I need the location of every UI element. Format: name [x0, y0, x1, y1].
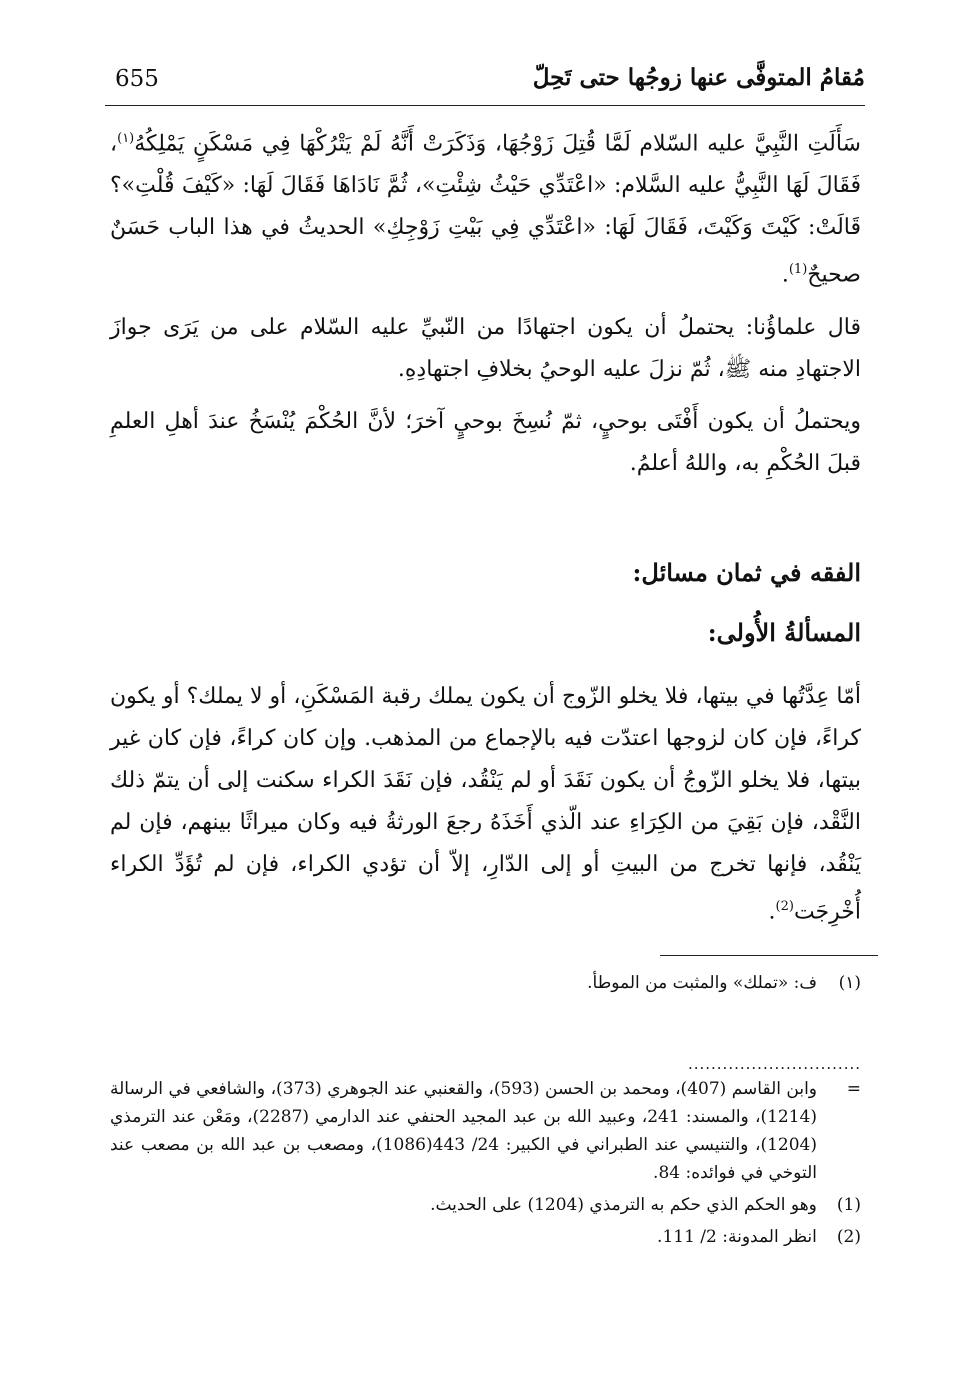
footnote-text: ف: «تملك» والمثبت من الموطأ.	[587, 973, 817, 993]
footnotes-editor	[110, 968, 861, 998]
footnote-ref: (1)	[788, 262, 808, 278]
paragraph-text: أمّا عِدَّتُها في بيتها، فلا يخلو الزّوج أن يكون يملك رقبة المَسْكَنِ، أو لا يملك؟ أو يكون كراءً، فإن كان لزوجها اعتدّت فيه بالإجماع من المذهب. وإن كان كراءً، فإن كان غير بيتها، فلا يخلو الزّوجُ أن يكون نَقَدَ أو لم يَنْقُد، فإن نَقَدَ الكراء سكنت إلى أن يتمّ ذلك النَّقْد، فإن بَقِيَ من الكِرَاءِ عند الّذي أَخَذَهُ رجعَ الورثةُ فيه وكان ميراثًا بينهم، فإن لم يَنْقُد، فإنها تخرج من البيتِ أو إلى الدّارِ، إلاّ أن تؤدي الكراء، فإن لم تُؤَدِّ الكراء أُخْرِجَت	[110, 684, 861, 925]
footnotes-source	[110, 1075, 861, 1251]
paragraph-end: .	[781, 262, 789, 288]
main-text	[110, 118, 861, 485]
footnote-text: وهو الحكم الذي حكم به الترمذي (1204) على الحديث.	[430, 1195, 817, 1215]
issue-text	[110, 676, 861, 933]
section-heading: الفقه في ثمان مسائل:	[632, 558, 861, 587]
footnote-number: (١)	[838, 973, 861, 993]
paragraph-issue	[110, 676, 861, 933]
footnote-item	[110, 1191, 861, 1219]
footnote-text: وابن القاسم (407)، ومحمد بن الحسن (593)، والقعنبي عند الجوهري (373)، والشافعي في الرسالة (1214)، والمسند: 241، وعبيد الله بن عبد المجيد الحنفي عند الدارمي (2287)، ومَعْن عند الترمذي (1204)، والتنيسي عند الطبراني في الكبير: 24/ 443(1086)، ومصعب بن عبد الله بن مصعب عند التوخي في فوائده: 84.	[110, 1079, 818, 1183]
paragraph-abrogation: ويحتملُ أن يكون أَفْتَى بوحيٍ، ثمّ نُسِخَ بوحيٍ آخرَ؛ لأنَّ الحُكْمَ يُنْسَخُ عندَ أهلِ العلمِ قبلَ الحُكْمِ به، واللهُ أعلمُ.	[110, 408, 861, 476]
footnote-item	[110, 968, 861, 998]
running-title: مُقامُ المتوفَّى عنها زوجُها حتى تَحِلّ	[532, 64, 865, 91]
footnote-continuation	[110, 1075, 861, 1187]
paragraph-text: سَأَلَتِ النَّبِيَّ عليه السّلام لَمَّا قُتِلَ زَوْجُهَا، وَذَكَرَتْ أَنَّهُ لَمْ يَتْرُكْهَا فِي مَسْكَنٍ يَمْلِكُهُ	[134, 131, 861, 157]
footnote-number: (1)	[836, 1195, 861, 1215]
footnote-number: (2)	[836, 1227, 861, 1247]
footnote-text: انظر المدونة: 2/ 111.	[657, 1227, 817, 1247]
paragraph-text: ، فَقَالَ لَهَا النَّبِيُّ عليه السَّلام: «اعْتَدِّي حَيْثُ شِئْتِ»، ثُمَّ نَادَاهَا فَقَالَ لَهَا: «كَيْفَ قُلْتِ»؟ قَالَتْ: كَيْتَ وَكَيْتَ، فَقَالَ لَهَا: «اعْتَدِّي فِي بَيْتِ زَوْجِكِ» الحديثُ في هذا الباب حَسَنٌ صحيحٌ	[110, 131, 861, 288]
page-number: 655	[115, 66, 159, 92]
continuation-mark: =	[846, 1079, 861, 1099]
paragraph-end: .	[768, 899, 776, 925]
dotted-separator: ..............................	[687, 1055, 861, 1073]
header-rule	[105, 105, 865, 106]
paragraph-hadith	[110, 118, 861, 297]
footnote-ref: (2)	[775, 899, 794, 914]
paragraph-scholars: قال علماؤُنا: يحتملُ أن يكون اجتهادًا من النّبيِّ عليه السّلام على من يَرَى جوازَ الاجتهادِ منه ﷺ، ثُمّ نزلَ عليه الوحيُ بخلافِ اجتهادِهِ.	[110, 314, 861, 382]
sub-heading: المسألةُ الأُولى:	[707, 618, 861, 647]
footnote-item	[110, 1223, 861, 1251]
page-header	[105, 60, 865, 110]
footnote-rule	[660, 955, 878, 956]
footnote-ref: (١)	[117, 131, 135, 146]
